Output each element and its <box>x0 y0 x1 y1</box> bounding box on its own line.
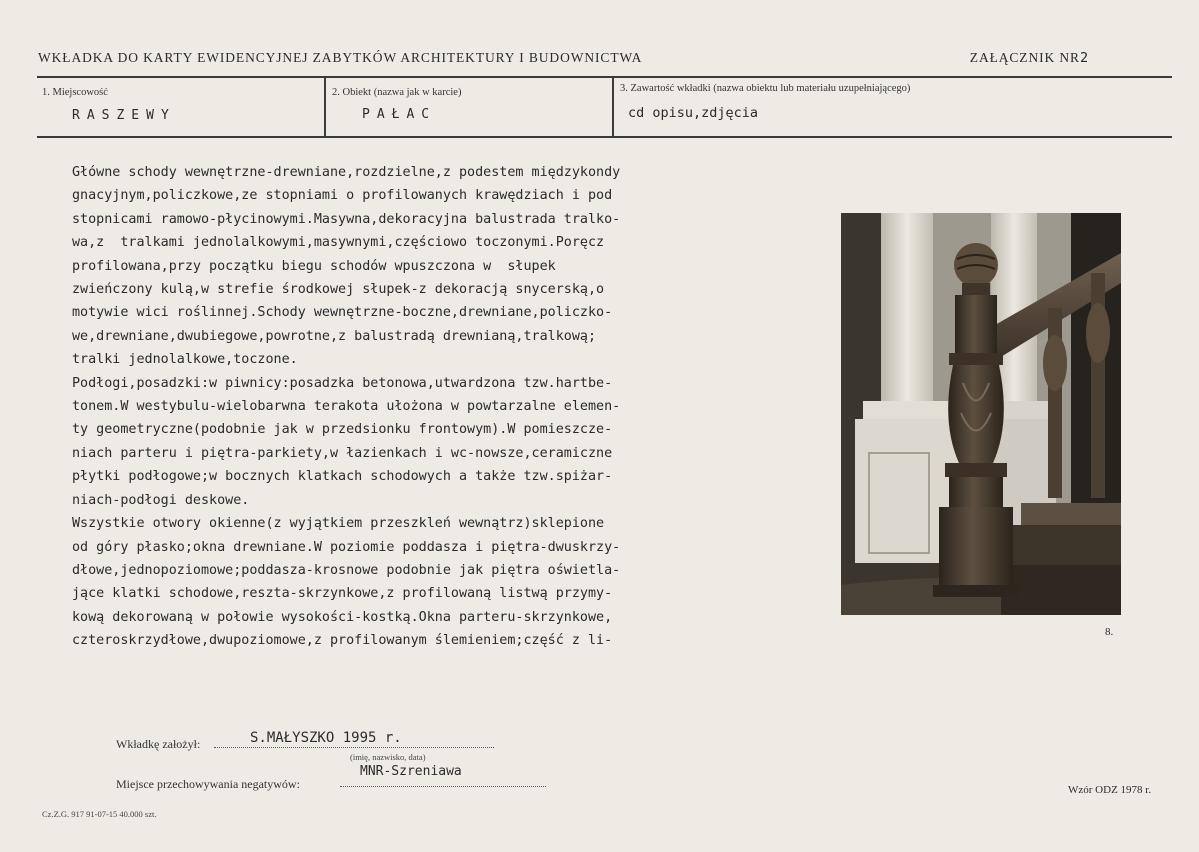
field-value-contents: cd opisu,zdjęcia <box>628 105 759 121</box>
field-label-locality: 1. Miejscowość <box>42 87 108 98</box>
founder-hint: (imię, nazwisko, data) <box>350 752 426 762</box>
founder-value: S.MAŁYSZKO 1995 r. <box>250 730 402 746</box>
negatives-value: MNR-Szreniawa <box>360 764 462 779</box>
staircase-photo <box>841 213 1121 615</box>
description-line: Podłogi,posadzki:w piwnicy:posadzka betonowa,utwardzona tzw.hartbe- <box>72 375 613 391</box>
attachment-label <box>970 50 1089 66</box>
description-line: jące klatki schodowe,reszta-skrzynkowe,z profilowaną listwą przymy- <box>72 586 613 602</box>
description-line: płytki podłogowe;w bocznych klatkach schodowych a także tzw.spiżar- <box>72 469 613 485</box>
header-bottom-rule <box>37 136 1172 138</box>
description-line: czteroskrzydłowe,dwupoziomowe,z profilowanym ślemieniem;część z li- <box>72 633 613 649</box>
description-line: profilowana,przy początku biegu schodów wpuszczona w słupek <box>72 258 556 274</box>
field-label-contents: 3. Zawartość wkładki (nazwa obiektu lub materiału uzupełniającego) <box>620 83 911 94</box>
description-line: zwieńczony kulą,w strefie środkowej słupek-z dekoracją snycerską,o <box>72 282 605 298</box>
description-text <box>72 161 772 653</box>
description-line: tonem.W westybulu-wielobarwna terakota ułożona w powtarzalne elemen- <box>72 399 621 415</box>
document-title: WKŁADKA DO KARTY EWIDENCYJNEJ ZABYTKÓW ARCHITEKTURY I BUDOWNICTWA <box>38 50 643 65</box>
field-label-object: 2. Obiekt (nazwa jak w karcie) <box>332 87 462 98</box>
description-line: wa,z tralkami jednolalkowymi,masywnymi,częściowo toczonymi.Poręcz <box>72 235 605 251</box>
description-line: Wszystkie otwory okienne(z wyjątkiem przeszkleń wewnątrz)sklepione <box>72 516 605 532</box>
photo-number: 8. <box>1105 626 1114 638</box>
founder-dotted-line <box>214 747 494 748</box>
negatives-dotted-line <box>340 786 546 787</box>
negatives-label: Miejsce przechowywania negatywów: <box>116 777 300 791</box>
description-line: tralki jednolalkowe,toczone. <box>72 352 298 368</box>
founder-label: Wkładkę założył: <box>116 737 201 751</box>
header-top-rule <box>37 76 1172 78</box>
description-line: dłowe,jednopoziomowe;poddasza-krosnowe podobnie jak piętra oświetla- <box>72 562 621 578</box>
attachment-label-text: ZAŁĄCZNIK NR <box>969 50 1080 65</box>
description-line: motywie wici roślinnej.Schody wewnętrzne-boczne,drewniane,policzko- <box>72 305 613 321</box>
description-line: stopnicami ramowo-płycinowymi.Masywna,dekoracyjna balustrada tralko- <box>72 211 621 227</box>
field-divider-2 <box>612 78 614 136</box>
print-info: Cz.Z.G. 917 91-07-15 40.000 szt. <box>42 809 157 819</box>
description-line: kową dekorowaną w połowie wysokości-kostką.Okna parteru-skrzynkowe, <box>72 609 613 625</box>
field-divider-1 <box>324 78 326 136</box>
description-line: ty geometryczne(podobnie jak w przedsionku frontowym).W pomieszcze- <box>72 422 613 438</box>
form-version: Wzór ODZ 1978 r. <box>1068 784 1152 796</box>
description-line: niach-podłogi deskowe. <box>72 492 250 508</box>
description-line: gnacyjnym,policzkowe,ze stopniami o profilowanych krawędziach i pod <box>72 188 613 204</box>
description-line: niach parteru i piętra-parkiety,w łazienkach i wc-nowsze,ceramiczne <box>72 445 613 461</box>
description-line: Główne schody wewnętrzne-drewniane,rozdzielne,z podestem międzykondy <box>72 165 621 180</box>
description-line: we,drewniane,dwubiegowe,powrotne,z balustradą drewnianą,tralkową; <box>72 328 597 344</box>
description-line: od góry płasko;okna drewniane.W poziomie poddasza i piętra-dwuskrzy- <box>72 539 621 555</box>
attachment-number: 2 <box>1079 50 1089 66</box>
field-value-object: PAŁAC <box>362 107 437 122</box>
field-value-locality: RASZEWY <box>72 108 176 123</box>
